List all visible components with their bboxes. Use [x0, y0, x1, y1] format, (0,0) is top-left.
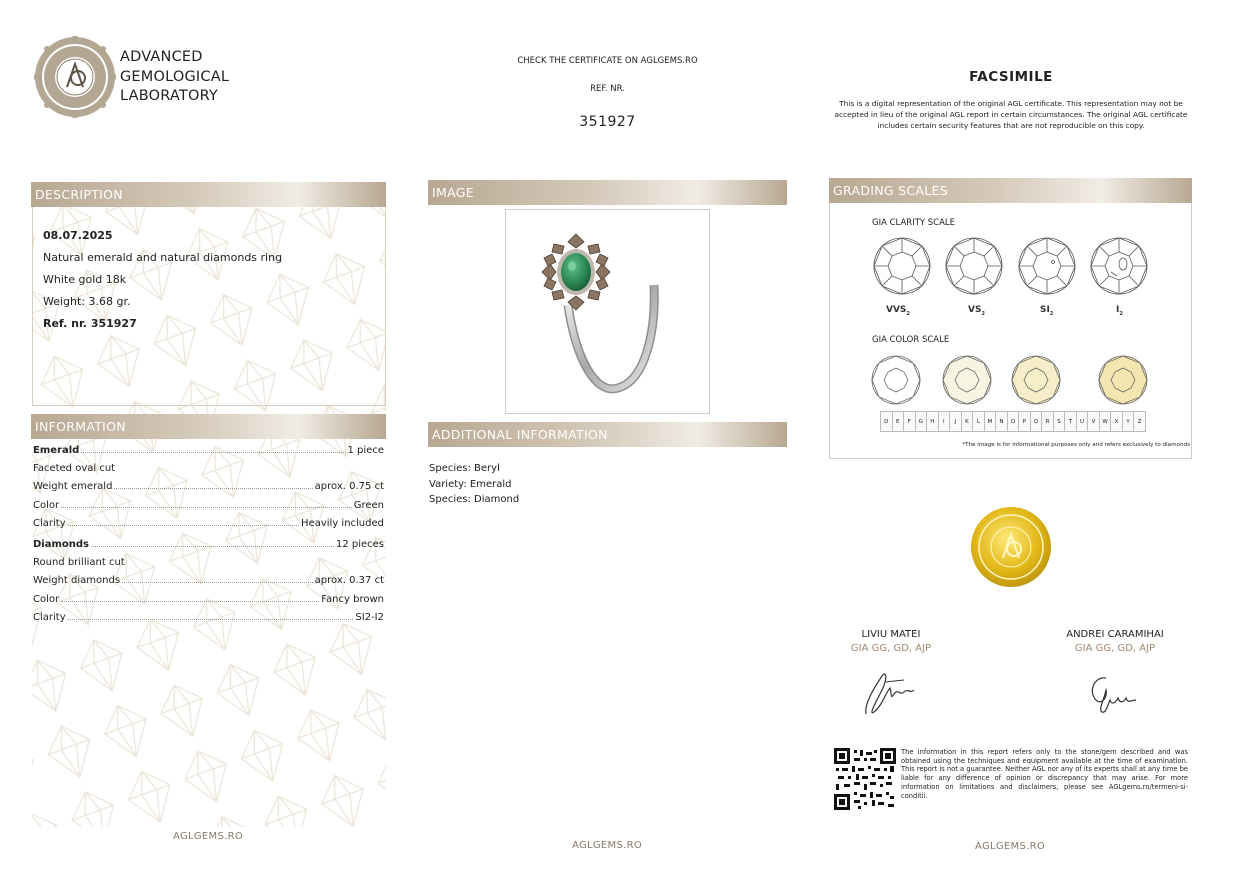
color-letter: G [916, 412, 928, 431]
info-label: Clarity [33, 517, 66, 529]
info-value: 12 pieces [335, 538, 384, 550]
color-letter: W [1100, 412, 1112, 431]
clarity-grade: VVS [886, 305, 907, 315]
color-letter: K [962, 412, 974, 431]
signatory-2-credentials: GIA GG, GD, AJP [1074, 643, 1156, 654]
info-label: Round brilliant cut [33, 557, 125, 569]
diamond-diagram-vs2 [946, 238, 1002, 294]
clarity-scale-title: GIA CLARITY SCALE [872, 218, 956, 228]
species-diamond: Species: Diamond [429, 494, 520, 505]
footer-website-left: AGLGEMS.RO [172, 831, 244, 842]
agl-seal-logo [34, 36, 116, 118]
clarity-grade-sub: 2 [906, 310, 910, 317]
leader-dots [81, 452, 345, 453]
leader-dots [61, 507, 352, 508]
species-beryl: Species: Beryl [429, 463, 500, 474]
color-letter: V [1088, 412, 1100, 431]
ref-label: REF. NR. [590, 84, 625, 94]
signatory-2-name: ANDREI CARAMIHAI [1066, 629, 1164, 640]
info-value: Heavily included [301, 517, 384, 529]
color-letter: F [904, 412, 916, 431]
color-letter: D [881, 412, 893, 431]
clarity-grade: I [1116, 305, 1120, 315]
description-header: DESCRIPTION [31, 182, 386, 207]
info-value: aprox. 0.75 ct [314, 481, 384, 493]
lab-name-line-1: ADVANCED [120, 49, 203, 65]
signature-1 [860, 668, 924, 720]
color-letter: Z [1137, 419, 1142, 425]
info-row-emerald-cut [33, 463, 384, 481]
signature-2 [1084, 670, 1146, 718]
diamond-color-near-colorless [943, 356, 991, 404]
additional-information-header: ADDITIONAL INFORMATION [428, 422, 787, 447]
clarity-scale-diagrams [868, 236, 1158, 322]
info-label: Emerald [33, 445, 80, 456]
info-row-emerald-weight [33, 481, 384, 499]
gold-seal [970, 506, 1052, 588]
info-label: Faceted oval cut [33, 463, 116, 475]
color-letter: L [973, 412, 985, 431]
lab-name-line-2: GEMOLOGICAL [120, 68, 230, 85]
info-value: Green [353, 499, 384, 511]
leader-dots [68, 619, 354, 620]
color-letter: P [1019, 412, 1031, 431]
color-letter: U [1077, 412, 1089, 431]
info-row-emerald [33, 445, 384, 463]
color-letter-scale [880, 411, 1146, 432]
clarity-label-vs2 [968, 305, 985, 317]
info-label: Diamonds [33, 538, 89, 550]
color-scale-title: GIA COLOR SCALE [872, 335, 950, 345]
color-letter: I [939, 412, 951, 431]
info-value: SI2-I2 [355, 611, 384, 623]
leader-dots [114, 488, 312, 489]
diamond-color-faint [1012, 356, 1060, 404]
clarity-label-i2 [1116, 305, 1123, 317]
color-letter: M [985, 412, 997, 431]
item-description: Natural emerald and natural diamonds ring [43, 251, 283, 264]
info-label: Weight emerald [33, 481, 113, 493]
footer-website-center: AGLGEMS.RO [571, 840, 643, 851]
item-weight: Weight: 3.68 gr. [43, 295, 131, 308]
diamond-diagram-i2 [1091, 238, 1147, 294]
leader-dots [68, 525, 299, 526]
info-label: Weight diamonds [33, 575, 121, 587]
info-row-diamonds-clarity [33, 612, 384, 630]
lab-name-line-3: LABORATORY [120, 88, 218, 104]
diamond-diagram-vvs2 [874, 238, 930, 294]
info-row-diamonds-cut [33, 557, 384, 575]
ref-value: 351927 [579, 114, 636, 130]
lab-name [120, 48, 229, 107]
ring-photo-frame [505, 209, 710, 414]
color-letter: N [996, 412, 1008, 431]
item-metal: White gold 18k [43, 273, 127, 286]
info-label: Color [33, 593, 60, 605]
grading-disclaimer: *The image is for informational purposes only and refers exclusively to diamonds [962, 442, 1190, 448]
info-value: aprox. 0.37 ct [314, 575, 384, 587]
check-certificate-text: CHECK THE CERTIFICATE ON AGLGEMS.RO [517, 56, 698, 66]
color-letter: H [927, 412, 939, 431]
qr-code[interactable] [834, 748, 896, 810]
clarity-grade-sub: 2 [981, 310, 985, 317]
info-row-diamonds [33, 539, 384, 557]
grading-scales-header: GRADING SCALES [829, 178, 1192, 203]
image-header: IMAGE [428, 180, 787, 205]
clarity-grade: VS [968, 305, 982, 315]
info-value: Fancy brown [321, 593, 384, 605]
info-label: Clarity [33, 611, 66, 623]
info-row-emerald-color [33, 500, 384, 518]
description-box [32, 207, 386, 406]
color-letter: Q [1031, 412, 1043, 431]
ring-photo [506, 210, 709, 413]
information-header: INFORMATION [31, 414, 386, 439]
info-row-emerald-clarity [33, 518, 384, 536]
info-row-diamonds-color [33, 594, 384, 612]
variety-emerald: Variety: Emerald [429, 478, 512, 490]
color-letter: T [1065, 412, 1077, 431]
item-ref: Ref. nr. 351927 [43, 317, 137, 330]
info-row-diamonds-weight [33, 575, 384, 593]
color-letter: O [1008, 412, 1020, 431]
color-letter: R [1042, 412, 1054, 431]
footer-website-right: AGLGEMS.RO [974, 841, 1046, 852]
diamond-diagram-si2 [1019, 238, 1075, 294]
leader-dots [91, 546, 334, 547]
color-letter: J [950, 412, 962, 431]
clarity-grade-sub: 2 [1049, 310, 1054, 317]
color-scale-diagrams [868, 352, 1158, 408]
color-letter: Y [1123, 412, 1135, 431]
color-letter: S [1054, 412, 1066, 431]
leader-dots [122, 582, 313, 583]
clarity-label-si2 [1040, 305, 1053, 317]
facsimile-notice: This is a digital representation of the original AGL certificate. This representation may not be accepted in lieu of the original AGL report in certain circumstances. The original AGL certificate includes certain security features that are not reproducible on this copy. [834, 99, 1188, 130]
information-list [33, 445, 384, 630]
color-letter: X [1111, 412, 1123, 431]
signatory-1-name: LIVIU MATEI [861, 629, 921, 640]
report-date: 08.07.2025 [43, 229, 113, 242]
additional-information-list [429, 461, 519, 508]
clarity-grade-sub: 2 [1119, 310, 1123, 317]
signatory-1-credentials: GIA GG, GD, AJP [850, 643, 932, 654]
diamond-color-light [1099, 356, 1147, 404]
info-label: Color [33, 499, 60, 511]
leader-dots [61, 601, 319, 602]
facsimile-title: FACSIMILE [969, 69, 1053, 85]
diamond-color-colorless [872, 356, 920, 404]
legal-disclaimer: The information in this report refers only to the stone/gem described and was obtained using the techniques and equipment available at the time of examination. This report is not a guarantee. Neither AGL nor any of its experts shall at any time be liable for any difference of opinion or discrepancy that may arise. For more information on limitations and disclaimers, please see AGLgems.ro/termeni-si-conditii. [901, 748, 1188, 800]
clarity-label-vvs2 [886, 305, 910, 317]
info-value: 1 piece [347, 445, 384, 456]
clarity-grade: SI [1040, 305, 1050, 315]
color-letter: E [893, 412, 905, 431]
